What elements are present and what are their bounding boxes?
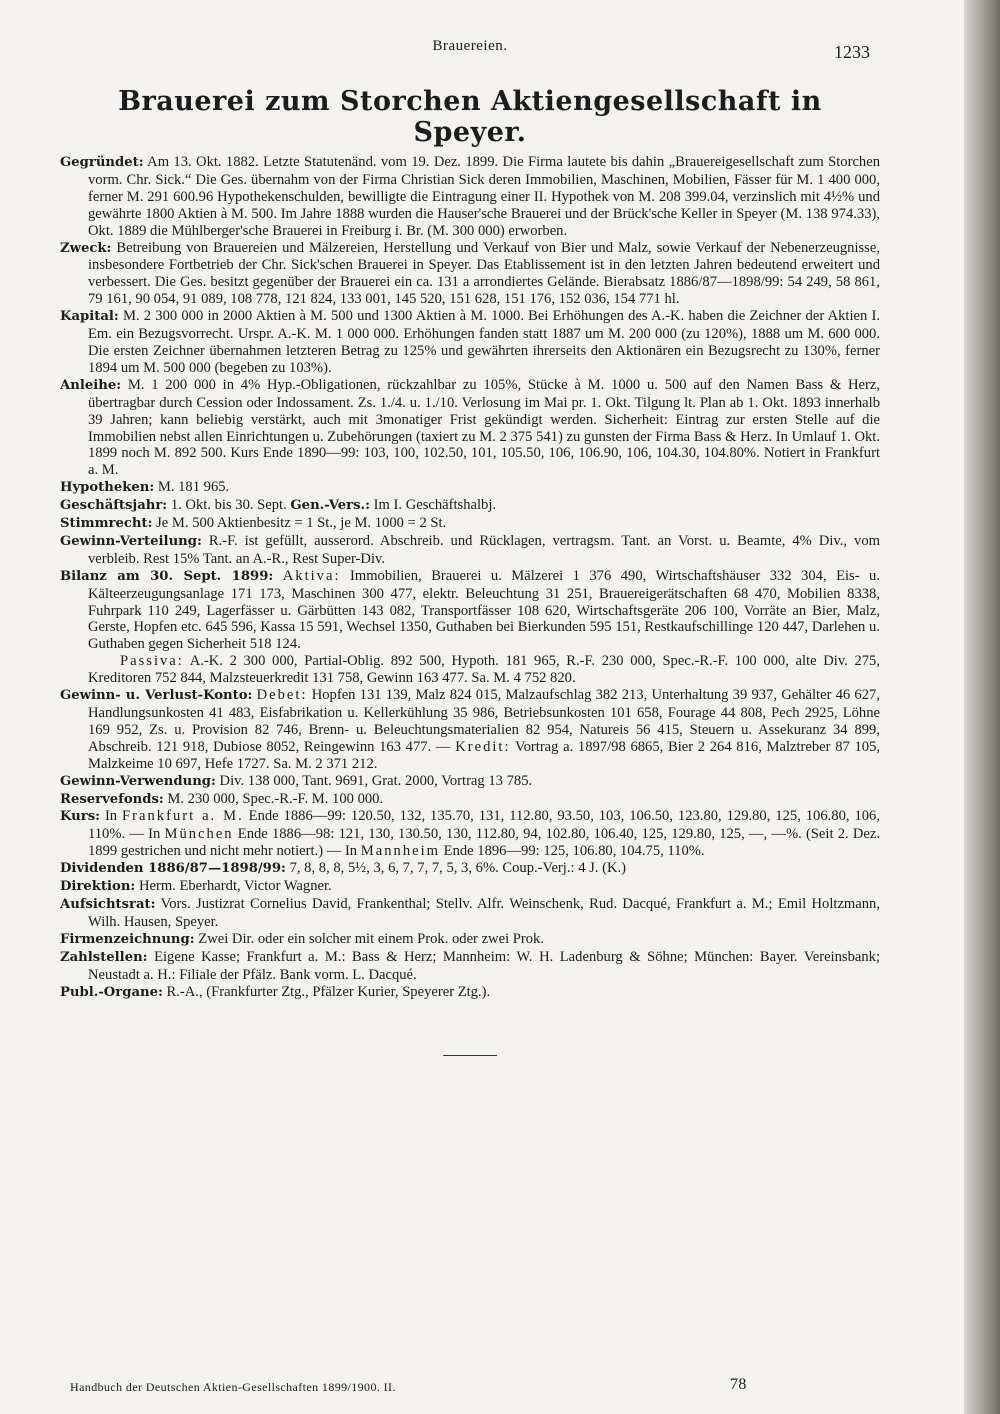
entry-zweck [60, 240, 880, 309]
label-debet: Debet: [256, 687, 308, 704]
label-bilanz: Bilanz am 30. Sept. 1899: [60, 568, 274, 584]
label-passiva: Passiva: [120, 653, 184, 670]
label-aktiva: Aktiva: [282, 567, 341, 584]
running-title: Brauereien. [432, 38, 508, 54]
label-geschaeftsjahr: Geschäftsjahr: [60, 498, 168, 514]
label-zweck: Zweck: [60, 240, 112, 256]
label-gen-vers: Gen.-Vers.: [290, 498, 371, 514]
text-zweck: Betreibung von Brauereien und Mälzereien, Herstellung und Verkauf von Bier und Malz, sowie Verkauf der Nebenerzeugnisse, insbesondere Fortbetrieb der Chr. Sick'schen Brauerei in Speyer. Das Etablissement ist in den letzten Jahren bedeutend erweitert und verbessert. Die Ges. besitzt gegenüber der Brauerei ein ca. 131 a arrondiertes Gelände. Bierabsatz 1886/87—1898/99: 54 249, 58 861, 79 161, 90 054, 91 089, 108 778, 121 824, 133 001, 145 520, 151 628, 151 176, 152 036, 154 771 hl. [88, 239, 880, 308]
text-direktion: Herm. Eberhardt, Victor Wagner. [138, 878, 332, 895]
page-footer [70, 1376, 770, 1395]
label-direktion: Direktion: [60, 879, 136, 895]
text-publ-organe: R.-A., (Frankfurter Ztg., Pfälzer Kurier, Speyerer Ztg.). [166, 983, 491, 1000]
footer-folio: 78 [730, 1376, 747, 1393]
label-anleihe: Anleihe: [60, 377, 122, 393]
label-kurs: Kurs: [60, 809, 101, 825]
text-dividenden: 7, 8, 8, 8, 5½, 3, 6, 7, 7, 7, 5, 3, 6%. Coup.-Verj.: 4 J. (K.) [289, 860, 627, 877]
entry-aufsichtsrat [60, 896, 880, 931]
text-reservefonds: M. 230 000, Spec.-R.-F. M. 100 000. [167, 790, 384, 807]
label-aufsichtsrat: Aufsichtsrat: [60, 896, 156, 912]
city-mannheim: Mannheim [360, 843, 440, 860]
entry-guv [60, 687, 880, 773]
entry-gewinn-verwendung [60, 773, 880, 791]
label-firmenzeichnung: Firmenzeichnung: [60, 931, 195, 947]
entry-kurs [60, 808, 880, 860]
text-firmenzeichnung: Zwei Dir. oder ein solcher mit einem Prok. oder zwei Prok. [198, 930, 544, 947]
entry-geschaeftsjahr [60, 497, 880, 515]
footer-source: Handbuch der Deutschen Aktien-Gesellschaften 1899/1900. II. [70, 1380, 396, 1394]
text-gewinn-verteilung: R.-F. ist gefüllt, ausserord. Abschreib. und Rücklagen, vertragsm. Tant. an Vorst. u. Beamte, 4% Div., vom verbleib. Rest 15% Tant. an A.-R., Rest Super-Div. [88, 532, 880, 567]
page-edge-shadow [964, 0, 1000, 1414]
entry-publ-organe [60, 984, 880, 1002]
city-frankfurt: Frankfurt a. M. [122, 808, 244, 825]
entry-bilanz [60, 568, 880, 654]
entry-gegruendet [60, 154, 880, 240]
text-kurs-b: Ende 1886—99: 120.50, 132, 135.70, 131, 112.80, 93.50, 103, 106.50, 123.80, 129.80, 125, 106.80, 106, 110%. — In [88, 808, 880, 843]
document-title: Brauerei zum Storchen Aktiengesellschaft in Speyer. [118, 86, 822, 148]
label-hypotheken: Hypotheken: [60, 480, 155, 496]
label-dividenden: Dividenden 1886/87—1898/99: [60, 861, 286, 877]
entry-passiva [60, 653, 880, 687]
entry-reservefonds [60, 791, 880, 809]
entry-stimmrecht [60, 515, 880, 533]
text-gegruendet: Am 13. Okt. 1882. Letzte Statutenänd. vom 19. Dez. 1899. Die Firma lautete bis dahin „Brauereigesellschaft zum Storchen vorm. Chr. Sick.“ Die Ges. übernahm von der Firma Christian Sick deren Immobilien, Maschinen, Mobilien, Fässer für M. 1 400 000, ferner M. 291 600.96 Hypothekenschulden, bewilligte die Eintragung einer II. Hypothek von M. 208 399.04, verzinslich mit 4½% und gewährte 1800 Aktien à M. 500. Im Jahre 1888 wurden die Hauser'sche Brauerei und der Brück'sche Keller in Speyer (M. 138 974.33), Okt. 1889 die Mühlberger'sche Brauerei in Freiburg i. Br. (M. 300 000) erworben. [88, 154, 880, 239]
text-zahlstellen: Eigene Kasse; Frankfurt a. M.: Bass & Herz; Mannheim: W. H. Ladenburg & Söhne; München: Bayer. Vereinsbank; Neustadt a. H.: Filiale der Pfälz. Bank vorm. L. Dacqué. [88, 948, 881, 983]
label-stimmrecht: Stimmrecht: [60, 516, 153, 532]
text-anleihe: M. 1 200 000 in 4% Hyp.-Obligationen, rückzahlbar zu 105%, Stücke à M. 1000 u. 500 auf den Namen Bass & Herz, übertragbar durch Cession oder Indossament. Zs. 1./4. u. 1./10. Verlosung im Mai pr. 1. Okt. Tilgung lt. Plan ab 1. Okt. 1893 innerhalb 39 Jahren; kann beliebig verstärkt, auch mit 3monatiger Frist gekündigt werden. Sicherheit: Eintrag zur ersten Stelle auf die Immobilien nebst allen Einrichtungen u. Zubehörungen (taxiert zu M. 2 375 541) zu gunsten der Firma Bass & Herz. In Umlauf 1. Okt. 1899 noch M. 892 500. Kurs Ende 1890—99: 103, 100, 102.50, 101, 105.50, 106, 106.90, 106, 104.30, 104.80%. Notiert in Frankfurt a. M. [88, 376, 880, 479]
running-header [60, 30, 880, 64]
label-kredit: Kredit: [455, 738, 511, 755]
text-stimmrecht: Je M. 500 Aktienbesitz = 1 St., je M. 1000 = 2 St. [156, 515, 447, 532]
label-gegruendet: Gegründet: [60, 155, 144, 170]
section-divider [443, 1055, 497, 1056]
entry-dividenden [60, 860, 880, 878]
label-kapital: Kapital: [60, 309, 119, 325]
text-passiva: A.-K. 2 300 000, Partial-Oblig. 892 500, Hypoth. 181 965, R.-F. 230 000, Spec.-R.-F. 100 000, alte Div. 275, Kreditoren 752 844, Malzsteuerkredit 131 758, Gewinn 163 477. Sa. M. 4 752 820. [88, 653, 881, 687]
text-hypotheken: M. 181 965. [157, 479, 230, 496]
entry-kapital [60, 308, 880, 377]
entry-gewinn-verteilung [60, 533, 880, 568]
text-kredit: Vortrag a. 1897/98 6865, Bier 2 264 816, Malztreber 87 105, Malzkeime 10 697, Hefe 1727. Sa. M. 2 371 212. [88, 738, 881, 772]
text-kurs-a: In [104, 808, 118, 825]
label-reservefonds: Reservefonds: [60, 791, 164, 807]
entry-hypotheken [60, 479, 880, 497]
label-zahlstellen: Zahlstellen: [60, 949, 148, 965]
entry-firmenzeichnung [60, 931, 880, 949]
page-number: 1233 [834, 42, 870, 62]
document-page [60, 30, 880, 1056]
city-muenchen: München [164, 826, 234, 843]
text-kurs-d: Ende 1896—99: 125, 106.80, 104.75, 110%. [443, 843, 705, 860]
entry-anleihe [60, 377, 880, 479]
text-aktiva: Immobilien, Brauerei u. Mälzerei 1 376 490, Wirtschaftshäuser 332 304, Eis- u. Kälteerzeugungsanlage 171 173, Maschinen 300 477, elektr. Beleuchtung 31 251, Brauereigerätschaften 68 470, Mobilien 8338, Fuhrpark 110 249, Lagerfässer u. Gärbütten 143 082, Transportfässer 108 620, Wirtschaftsgeräte 206 100, Vorräte an Bier, Malz, Gerste, Hopfen etc. 645 596, Kassa 15 591, Wechsel 1350, Guthaben bei Bierkunden 595 151, Restkaufschillinge 120 447, Darlehen u. Guthaben gegen Sicherheit 518 124. [88, 567, 881, 653]
label-gewinn-verteilung: Gewinn-Verteilung: [60, 533, 202, 549]
label-gewinn-verwendung: Gewinn-Verwendung: [60, 773, 216, 789]
label-publ-organe: Publ.-Organe: [60, 984, 163, 1000]
entry-direktion [60, 878, 880, 896]
label-guv: Gewinn- u. Verlust-Konto: [60, 688, 253, 704]
text-debet: Hopfen 131 139, Malz 824 015, Malzaufschlag 382 213, Unterhaltung 39 937, Gehälter 46 627, Handlungsunkosten 41 483, Eisfabrikation u. Kellerkühlung 35 986, Betriebsunkosten 101 658, Fourage 44 808, Pech 2925, Löhne 169 952, Zs. u. Provision 82 746, Brenn- u. Beleuchtungsmaterialien 82 954, Natureis 56 415, Steuern u. Assekuranz 34 899, Abschreib. 121 918, Dubiose 8052, Reingewinn 163 477. — [88, 687, 880, 755]
entry-zahlstellen [60, 949, 880, 984]
text-aufsichtsrat: Vors. Justizrat Cornelius David, Frankenthal; Stellv. Alfr. Weinschenk, Rud. Dacqué, Frankfurt a. M.; Emil Holtzmann, Wilh. Hausen, Speyer. [88, 895, 881, 930]
text-kurs-c: Ende 1886—98: 121, 130, 130.50, 130, 112.80, 94, 102.80, 106.40, 125, 129.80, 125, —, —%. (Seit 2. Dez. 1899 gestrichen und nicht mehr notiert.) — In [88, 826, 880, 860]
text-gen-vers: Im I. Geschäftshalbj. [373, 497, 497, 514]
text-geschaeftsjahr: 1. Okt. bis 30. Sept. [170, 497, 287, 514]
text-gewinn-verwendung: Div. 138 000, Tant. 9691, Grat. 2000, Vortrag 13 785. [219, 772, 533, 789]
text-kapital: M. 2 300 000 in 2000 Aktien à M. 500 und 1300 Aktien à M. 1000. Bei Erhöhungen des A.-K. haben die Zeichner der Aktien I. Em. ein Bezugsvorrecht. Urspr. A.-K. M. 1 000 000. Erhöhungen fanden statt 1887 um M. 200 000 (zu 120%), 1888 um M. 600 000. Die ersten Zeichner übernahmen letzteren Betrag zu 125% und gewährten ihrerseits den Aktionären ein Bezugsrecht zu 130%, ferner 1894 um M. 500 000 (begeben zu 103%). [88, 308, 880, 376]
